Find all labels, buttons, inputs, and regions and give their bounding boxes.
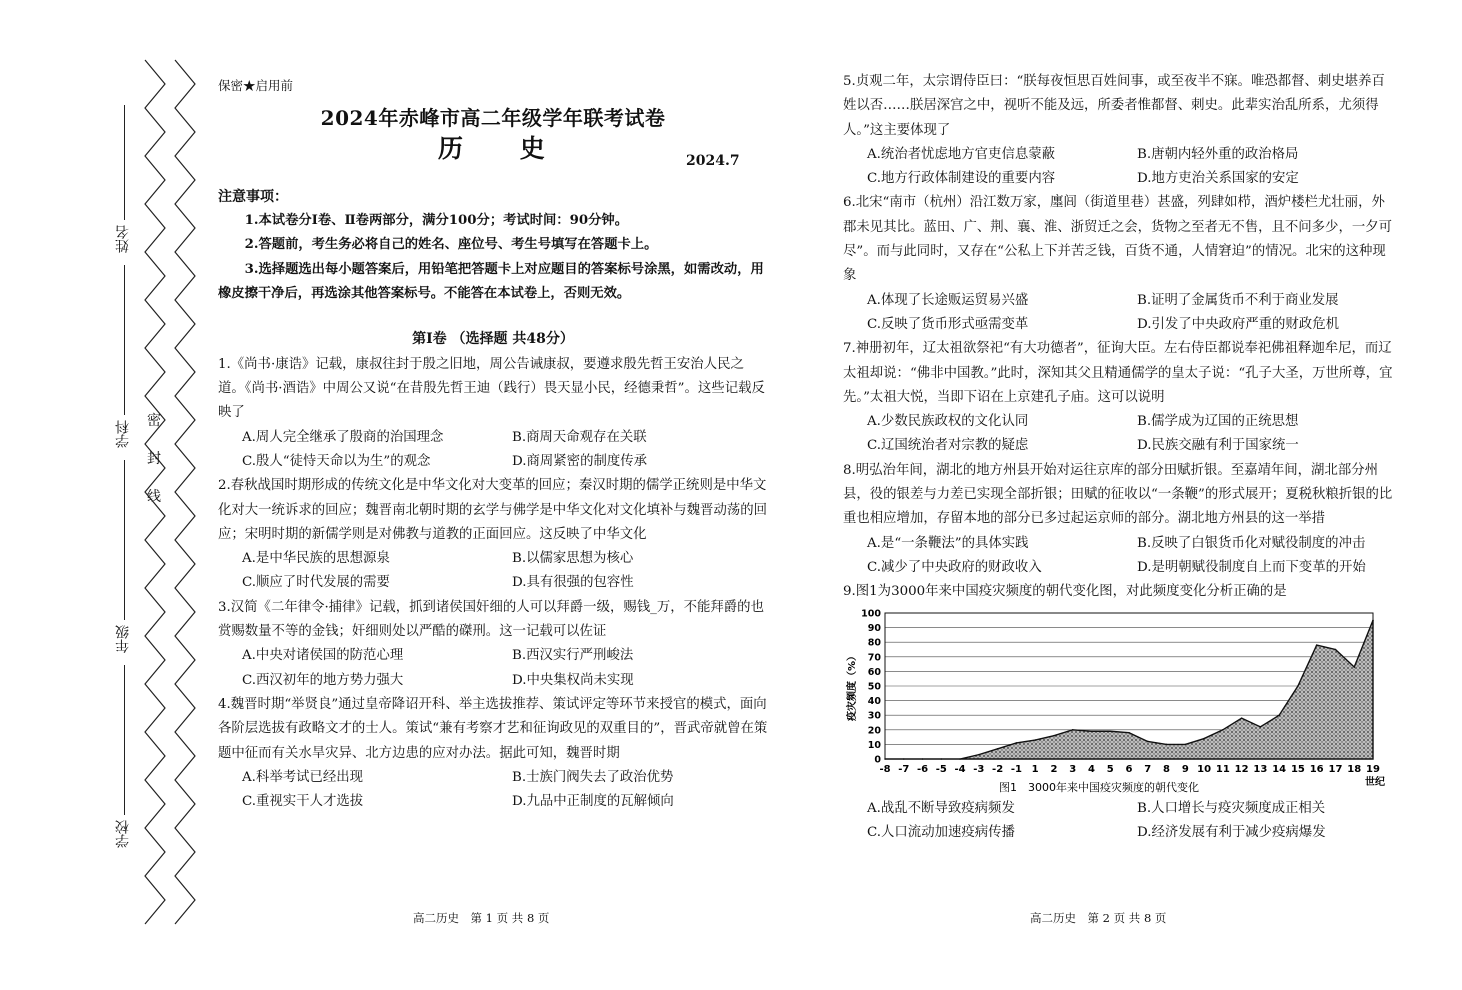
x-tick-label: 16 [1309, 763, 1324, 775]
x-tick-label: 19 [1366, 763, 1380, 775]
x-tick-label: 6 [1125, 763, 1133, 775]
notice-item: 1.本试卷分Ⅰ卷、Ⅱ卷两部分，满分100分；考试时间：90分钟。 [244, 212, 628, 228]
data-point [978, 753, 980, 755]
exam-title: 2024年赤峰市高二年级学年联考试卷 [320, 106, 666, 131]
subject-label: 学科 [115, 420, 131, 448]
option: B.商周天命观存在关联 [512, 429, 647, 445]
chart-title: 图1 3000年来中国疫灾频度的朝代变化 [999, 780, 1199, 794]
data-point [1353, 666, 1355, 668]
option: C.殷人“徒恃天命以为生”的观念 [242, 454, 431, 469]
data-point [1072, 729, 1074, 731]
option: B.儒学成为辽国的正统思想 [1137, 414, 1299, 430]
footer-left: 高二历史 第 1 页 共 8 页 [413, 911, 550, 925]
y-tick-label: 80 [867, 637, 881, 649]
x-tick-label: 17 [1328, 763, 1343, 775]
school-label: 学校 [115, 820, 131, 848]
y-tick-label: 100 [861, 608, 881, 620]
option: A.体现了长途贩运贸易兴盛 [867, 292, 1029, 308]
x-tick-label: 12 [1234, 763, 1249, 775]
data-point [1203, 737, 1205, 739]
x-tick-label: 13 [1253, 763, 1268, 775]
subject-line [124, 460, 125, 620]
x-tick-label: -7 [898, 763, 910, 775]
data-point [1297, 685, 1299, 687]
y-tick-label: 50 [867, 681, 881, 693]
data-point [1222, 729, 1224, 731]
notice-title: 注意事项： [218, 188, 288, 205]
option: A.战乱不断导致疫病频发 [867, 800, 1015, 816]
data-point [1185, 743, 1187, 745]
y-tick-label: 40 [867, 695, 881, 707]
right-page [843, 70, 1393, 845]
question-stem: 2.春秋战国时期形成的传统文化是中华文化对大变革的回应；秦汉时期的儒学正统则是中华文化对大一统诉求的回应；魏晋南北朝时期的玄学与佛学是中华文化对文化填补与魏晋动荡的回应；宋明时期的新儒学则是对佛教与道教的正面回应。这反映了中华文化 [218, 478, 768, 542]
option: A.科举考试已经出现 [242, 769, 364, 785]
question-stem: 8.明弘治年间，湖北的地方州县开始对运往京库的部分田赋折银。至嘉靖年间，湖北部分州县，役的银差与力差已实现全部折银；田赋的征收以“一条鞭”的形式展开；夏税秋粮折银的比重也相应增加，存留本地的部分已多过起运京师的部分。湖北地方州县的这一举措 [843, 462, 1393, 527]
option: D.九品中正制度的瓦解倾向 [512, 794, 674, 810]
y-axis-label: 疫灾频度（%） [847, 650, 858, 721]
y-tick-label: 10 [867, 739, 881, 751]
option: D.中央集权尚未实现 [512, 672, 634, 688]
x-tick-label: -1 [1010, 763, 1022, 775]
question-stem: 1.《尚书·康诰》记载，康叔往封于殷之旧地，周公告诫康叔，要遵求殷先哲王安治人民之道。《尚书·酒诰》中周公又说“在昔殷先哲王迪（践行）畏天显小民，经德秉哲”。这些记载反映了 [218, 356, 765, 421]
option: B.士族门阀失去了政治优势 [512, 769, 674, 785]
option: A.统治者忧虑地方官吏信息蒙蔽 [867, 146, 1056, 162]
option: A.中央对诸侯国的防范心理 [242, 648, 404, 664]
option: B.以儒家思想为核心 [512, 551, 634, 567]
x-tick-label: 15 [1290, 763, 1305, 775]
option: A.少数民族政权的文化认同 [867, 414, 1029, 430]
epidemic-frequency-chart [843, 607, 1393, 797]
y-tick-label: 20 [867, 724, 881, 736]
data-point [997, 748, 999, 750]
grade-label: 年级 [115, 625, 131, 653]
x-tick-label: -2 [992, 763, 1004, 775]
data-point [1034, 739, 1036, 741]
question-stem: 4.魏晋时期“举贤良”通过皇帝降诏开科、举主选拔推荐、策试评定等环节来授官的模式，面向各阶层选拔有政略文才的士人。策试“兼有考察才艺和征询政见的双重目的”，晋武帝就曾在策题中征而有关水旱灾异、北方边患的应对办法。据此可知，魏晋时期 [218, 696, 768, 761]
option: C.减少了中央政府的财政收入 [867, 559, 1042, 575]
x-tick-label: 4 [1087, 763, 1095, 775]
option: C.顺应了时代发展的需要 [242, 575, 390, 591]
x-tick-label: 7 [1144, 763, 1152, 775]
x-tick-label: 10 [1197, 763, 1212, 775]
data-point [1109, 730, 1111, 732]
seal-xian: 线 [147, 489, 161, 505]
data-point [1016, 742, 1018, 744]
x-tick-label: -6 [916, 763, 929, 775]
exam-date: 2024.7 [686, 152, 740, 169]
x-tick-label: 9 [1181, 763, 1189, 775]
option: D.经济发展有利于减少疫病爆发 [1137, 824, 1326, 840]
option: D.商周紧密的制度传承 [512, 454, 648, 469]
option: D.具有很强的包容性 [512, 575, 634, 591]
y-tick-label: 30 [867, 710, 881, 722]
data-point [1091, 730, 1093, 732]
option: B.证明了金属货币不利于商业发展 [1137, 292, 1339, 308]
confidential-mark: 保密★启用前 [218, 78, 294, 93]
option: A.周人完全继承了殷商的治国理念 [242, 429, 444, 445]
question-stem: 9.图1为3000年来中国疫灾频度的朝代变化图，对此频度变化分析正确的是 [843, 584, 1287, 600]
option: D.民族交融有利于国家统一 [1137, 438, 1299, 454]
section-title: 第Ⅰ卷 （选择题 共48分） [412, 330, 574, 347]
area-series [885, 620, 1373, 759]
data-point [1278, 714, 1280, 716]
y-tick-label: 0 [874, 754, 881, 766]
data-point [1316, 644, 1318, 646]
x-tick-label: 14 [1272, 763, 1287, 775]
question-stem: 7.神册初年，辽太祖欲祭祀“有大功德者”，征询大臣。左右侍臣都说奉祀佛祖释迦牟尼，而辽太祖却说：“佛非中国教。”此时，深知其父且精通儒学的皇太子说：“孔子大圣，万世所尊，宜先。”太祖大悦，当即下诏在上京建孔子庙。这可以说明 [843, 341, 1393, 405]
x-tick-label: 2 [1050, 763, 1058, 775]
question-stem: 5.贞观二年，太宗谓侍臣曰：“朕每夜恒思百姓间事，或至夜半不寐。唯恐都督、刺史堪养百姓以否……朕居深宫之中，视听不能及远，所委者惟都督、刺史。此辈实治乱所系，尤须得人。”这主要体现了 [843, 74, 1385, 138]
seal-feng: 封 [147, 451, 161, 467]
footer-right: 高二历史 第 2 页 共 8 页 [1030, 911, 1167, 925]
subject-title: 历 史 [438, 133, 569, 163]
data-point [1335, 648, 1337, 650]
x-tick-label: -5 [935, 763, 947, 775]
y-tick-label: 90 [867, 622, 881, 634]
option: A.是中华民族的思想源泉 [242, 551, 390, 567]
name-line-2 [124, 265, 125, 415]
notice-item: 2.答题前，考生务必将自己的姓名、座位号、考生号填写在答题卡上。 [244, 237, 658, 253]
x-axis-label: 世纪 [1365, 776, 1385, 788]
option: C.辽国统治者对宗教的疑虑 [867, 438, 1029, 454]
x-tick-label: 11 [1215, 763, 1230, 775]
left-page [218, 70, 768, 814]
x-tick-label: -8 [879, 763, 891, 775]
y-tick-label: 70 [867, 651, 881, 663]
name-line [124, 105, 125, 220]
question-stem: 3.汉简《二年律令·捕律》记载，抓到诸侯国奸细的人可以拜爵一级，赐钱_万，不能拜爵的也赏赐数量不等的金钱；奸细则处以严酷的磔刑。这一记载可以佐证 [218, 599, 764, 640]
x-tick-label: 8 [1163, 763, 1171, 775]
option: B.反映了白银货币化对赋役制度的冲击 [1137, 535, 1366, 551]
notice-item: 3.选择题选出每小题答案后，用铅笔把答题卡上对应题目的答案标号涂黑，如需改动，用橡皮擦干净后，再选涂其他答案标号。不能答在本试卷上，否则无效。 [218, 261, 764, 302]
y-tick-label: 60 [867, 666, 881, 678]
option: C.地方行政体制建设的重要内容 [867, 171, 1056, 187]
option: C.西汉初年的地方势力强大 [242, 672, 404, 688]
data-point [1053, 734, 1055, 736]
option: C.反映了货币形式亟需变革 [867, 316, 1029, 332]
grade-line [124, 665, 125, 815]
data-point [1260, 726, 1262, 728]
option: A.是“一条鞭法”的具体实践 [867, 535, 1029, 551]
name-label: 姓名 [115, 225, 131, 253]
data-point [1147, 740, 1149, 742]
option: B.唐朝内轻外重的政治格局 [1137, 146, 1299, 162]
option: D.是明朝赋役制度自上而下变革的开始 [1137, 559, 1366, 575]
data-point [1166, 743, 1168, 745]
x-tick-label: 5 [1106, 763, 1114, 775]
x-tick-label: 18 [1347, 763, 1362, 775]
option: B.人口增长与疫灾频度成正相关 [1137, 800, 1326, 816]
option: D.引发了中央政府严重的财政危机 [1137, 316, 1339, 332]
seal-mi: 密 [147, 413, 161, 429]
option: C.人口流动加速疫病传播 [867, 824, 1015, 840]
option: B.西汉实行严刑峻法 [512, 648, 634, 664]
x-tick-label: 1 [1031, 763, 1039, 775]
x-tick-label: -4 [954, 763, 966, 775]
question-stem: 6.北宋“南市（杭州）沿江数万家，廛闾（街道里巷）甚盛，列肆如栉，酒炉楼栏尤壮丽，外郡未见其比。蓝田、广、荆、襄、淮、浙贸迁之会，货物之至者无不售，且不问多少，一夕可尽”。而与此同时，又存在“公私上下并苦乏钱，百货不通，人情窘迫”的情况。北宋的这种现象 [843, 195, 1393, 284]
data-point [1128, 731, 1130, 733]
option: D.地方吏治关系国家的安定 [1137, 171, 1299, 187]
x-tick-label: -3 [973, 763, 985, 775]
option: C.重视实干人才选拔 [242, 794, 364, 810]
x-tick-label: 3 [1069, 763, 1077, 775]
data-point [1241, 717, 1243, 719]
